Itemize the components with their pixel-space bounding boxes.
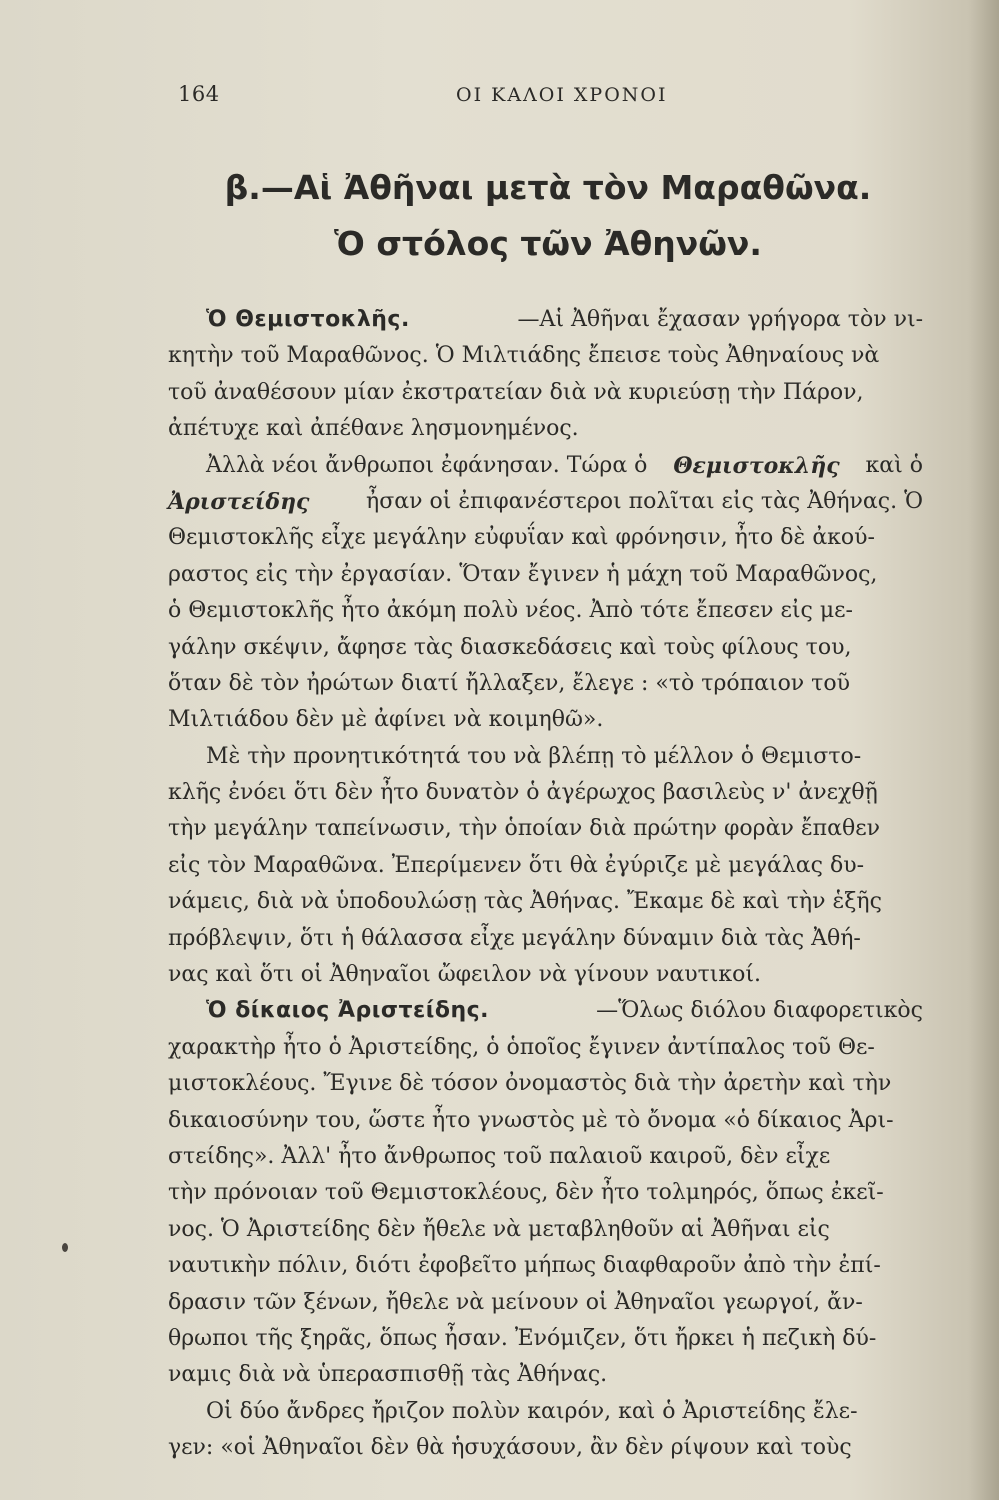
text-line: πρόβλεψιν, ὅτι ἡ θάλασσα εἶχε μεγάλην δύναμιν διὰ τὰς Ἀθή-: [168, 925, 861, 951]
page-number: 164: [178, 82, 220, 106]
text-line: θρωποι τῆς ξηρᾶς, ὅπως ἦσαν. Ἐνόμιζεν, ὅτι ἤρκει ἡ πεζικὴ δύ-: [168, 1325, 877, 1351]
text-line: εἰς τὸν Μαραθῶνα. Ἐπερίμενεν ὅτι θὰ ἐγύριζε μὲ μεγάλας δυ-: [168, 852, 865, 878]
text-line: [168, 993, 923, 1029]
text-line: γάλην σκέψιν, ἄφησε τὰς διασκεδάσεις καὶ τοὺς φίλους του,: [168, 634, 852, 660]
chapter-title: β.—Αἱ Ἀθῆναι μετὰ τὸν Μαραθῶνα.: [224, 168, 872, 207]
text-span: —Ὅλως διόλου διαφορετικὸς: [596, 998, 923, 1024]
text-line: νος. Ὁ Ἀριστείδης δὲν ἤθελε νὰ μεταβληθοῦν αἱ Ἀθῆναι εἰς: [168, 1216, 830, 1242]
text-line: ὅταν δὲ τὸν ἠρώτων διατί ἤλλαξεν, ἔλεγε : «τὸ τρόπαιον τοῦ: [168, 670, 850, 696]
text-line: κητὴν τοῦ Μαραθῶνος. Ὁ Μιλτιάδης ἔπεισε τοὺς Ἀθηναίους νὰ: [168, 343, 880, 369]
text-line: ναυτικὴν πόλιν, διότι ἐφοβεῖτο μήπως διαφθαροῦν ἀπὸ τὴν ἐπί-: [168, 1253, 881, 1279]
text-line: χαρακτὴρ ἦτο ὁ Ἀριστείδης, ὁ ὁποῖος ἔγινεν ἀντίπαλος τοῦ Θε-: [168, 1034, 875, 1060]
text-line: ἀπέτυχε καὶ ἀπέθανε λησμονημένος.: [168, 416, 579, 442]
text-line: δρασιν τῶν ξένων, ἤθελε νὰ μείνουν οἱ Ἀθηναῖοι γεωργοί, ἄν-: [168, 1289, 863, 1315]
text-span: Ἀλλὰ νέοι ἄνθρωποι ἐφάνησαν. Τώρα ὁ: [206, 452, 648, 478]
text-line: [168, 448, 923, 484]
running-title: ΟΙ ΚΑΛΟΙ ΧΡΟΝΟΙ: [456, 84, 668, 106]
text-line: τοῦ ἀναθέσουν μίαν ἐκστρατείαν διὰ νὰ κυριεύσῃ τὴν Πάρον,: [168, 379, 864, 405]
text-line: τὴν πρόνοιαν τοῦ Θεμιστοκλέους, δὲν ἦτο τολμηρός, ὅπως ἐκεῖ-: [168, 1180, 884, 1206]
text-line: τὴν μεγάλην ταπείνωσιν, τὴν ὁποίαν διὰ πρώτην φορὰν ἔπαθεν: [168, 816, 880, 842]
name-aristides: Ἀριστείδης: [168, 488, 310, 515]
text-line: Θεμιστοκλῆς εἶχε μεγάλην εὐφυΐαν καὶ φρόνησιν, ἦτο δὲ ἀκού-: [168, 525, 875, 551]
subheading-aristides: Ὁ δίκαιος Ἀριστείδης.: [206, 998, 490, 1024]
text-line: μιστοκλέους. Ἔγινε δὲ τόσον ὀνομαστὸς διὰ τὴν ἀρετὴν καὶ τὴν: [168, 1071, 892, 1097]
text-line: ὁ Θεμιστοκλῆς ἦτο ἀκόμη πολὺ νέος. Ἀπὸ τότε ἔπεσεν εἰς με-: [168, 598, 853, 624]
text-line: [168, 484, 923, 520]
text-line: κλῆς ἐνόει ὅτι δὲν ἦτο δυνατὸν ὁ ἀγέρωχος βασιλεὺς ν' ἀνεχθῇ: [168, 780, 878, 806]
text-line: [168, 302, 923, 338]
text-line: στείδης». Ἀλλ' ἦτο ἄνθρωπος τοῦ παλαιοῦ καιροῦ, δὲν εἶχε: [168, 1143, 831, 1169]
text-line: νάμεις, διὰ νὰ ὑποδουλώσῃ τὰς Ἀθήνας. Ἔκαμε δὲ καὶ τὴν ἑξῆς: [168, 889, 882, 915]
chapter-subtitle: Ὁ στόλος τῶν Ἀθηνῶν.: [334, 224, 762, 263]
text-span: καὶ ὁ: [865, 452, 923, 478]
text-line: νας καὶ ὅτι οἱ Ἀθηναῖοι ὤφειλον νὰ γίνουν ναυτικοί.: [168, 962, 762, 988]
text-line: Οἱ δύο ἄνδρες ἤριζον πολὺν καιρόν, καὶ ὁ Ἀριστείδης ἔλε-: [206, 1398, 858, 1424]
margin-ink-dot: [62, 1243, 68, 1252]
text-line: Μιλτιάδου δὲν μὲ ἀφίνει νὰ κοιμηθῶ».: [168, 707, 604, 733]
text-span: ἦσαν οἱ ἐπιφανέστεροι πολῖται εἰς τὰς Ἀθήνας. Ὁ: [366, 488, 923, 514]
name-themistocles: Θεμιστοκλῆς: [673, 452, 840, 479]
text-span: —Αἱ Ἀθῆναι ἔχασαν γρήγορα τὸν νι-: [517, 307, 923, 332]
body-text: [168, 302, 923, 1467]
subheading-themistocles: Ὁ Θεμιστοκλῆς.: [206, 307, 410, 332]
text-line: ραστος εἰς τὴν ἐργασίαν. Ὅταν ἔγινεν ἡ μάχη τοῦ Μαραθῶνος,: [168, 561, 878, 587]
running-head: [178, 82, 938, 112]
text-line: γεν: «οἱ Ἀθηναῖοι δὲν θὰ ἡσυχάσουν, ἂν δὲν ρίψουν καὶ τοὺς: [168, 1435, 852, 1461]
text-line: Μὲ τὴν προνητικότητά του νὰ βλέπῃ τὸ μέλλον ὁ Θεμιστο-: [206, 743, 862, 769]
text-line: ναμις διὰ νὰ ὑπερασπισθῇ τὰς Ἀθήνας.: [168, 1362, 608, 1388]
text-line: δικαιοσύνην του, ὥστε ἦτο γνωστὸς μὲ τὸ ὄνομα «ὁ δίκαιος Ἀρι-: [168, 1107, 894, 1133]
